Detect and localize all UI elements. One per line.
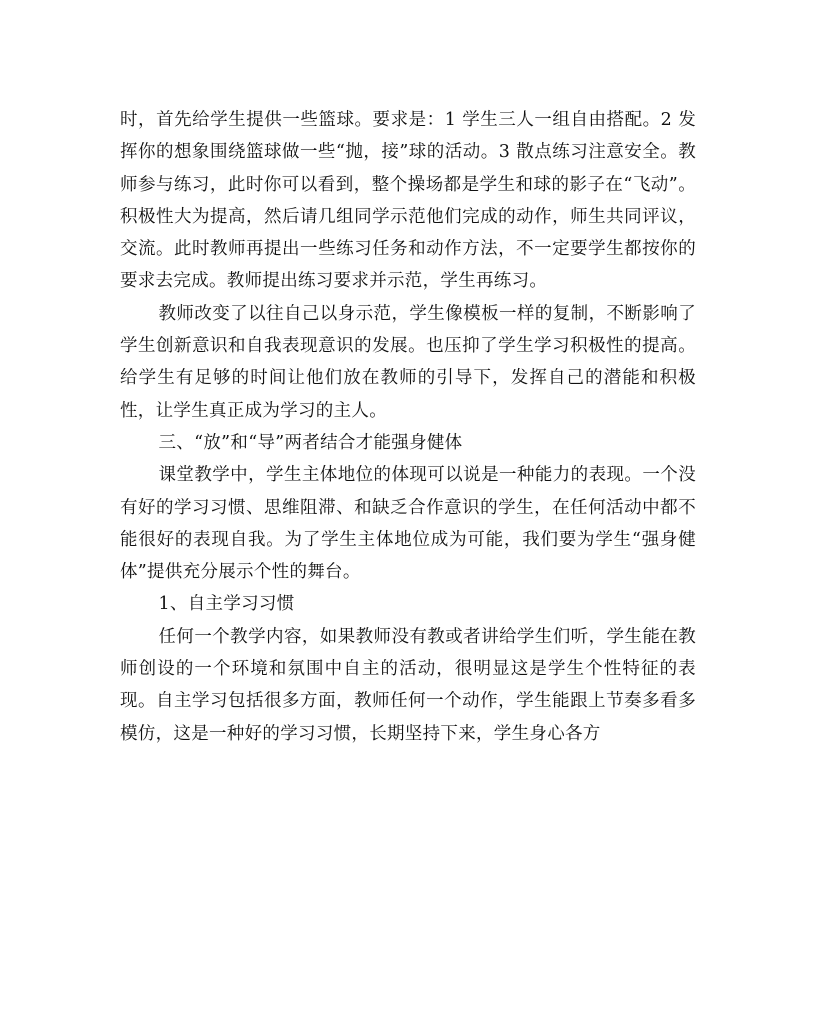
paragraph-teacher-change: 教师改变了以往自己以身示范，学生像模板一样的复制，不断影响了学生创新意识和自我表现意识的发展。也压抑了学生学习积极性的提高。给学生有足够的时间让他们放在教师的引导下，发挥自己的潜能和积极性，让学生真正成为学习的主人。 <box>120 303 696 421</box>
paragraph-self-learning: 任何一个教学内容，如果教师没有教或者讲给学生们听，学生能在教师创设的一个环境和氛围中自主的活动，很明显这是学生个性特征的表现。自主学习包括很多方面，教师任何一个动作，学生能跟上节奏多看多模仿，这是一种好的学习习惯，长期坚持下来，学生身心各方 <box>120 626 696 744</box>
subsection-heading: 1、自主学习习惯 <box>158 594 295 615</box>
paragraph-classroom-teaching: 课堂教学中，学生主体地位的体现可以说是一种能力的表现。一个没有好的学习习惯、思维阻滞、和缺乏合作意识的学生，在任何活动中都不能很好的表现自我。为了学生主体地位成为可能，我们要为学生“强身健体”提供充分展示个性的舞台。 <box>120 465 696 583</box>
section-heading: 三、“放”和“导”两者结合才能强身健体 <box>158 432 463 453</box>
paragraph-continued: 时，首先给学生提供一些篮球。要求是：1 学生三人一组自由搭配。2 发挥你的想象围绕篮球做一些“抛，接”球的活动。3 散点练习注意安全。教师参与练习，此时你可以看到，整个操场都是学生和球的影子在“飞动”。积极性大为提高，然后请几组同学示范他们完成的动作，师生共同评议，交流。此时教师再提出一些练习任务和动作方法，不一定要学生都按你的要求去完成。教师提出练习要求并示范，学生再练习。 <box>120 110 696 292</box>
document-body <box>120 104 696 750</box>
